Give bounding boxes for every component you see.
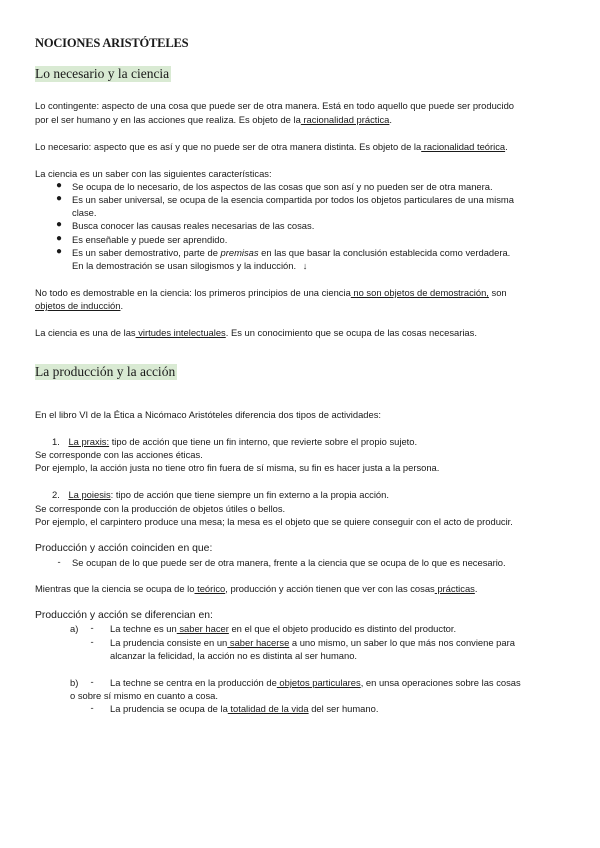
bullet-icon: ● <box>55 219 63 230</box>
list-item <box>72 246 510 259</box>
list-item: Se ocupan de lo que puede ser de otra manera, frente a la ciencia que se ocupa de lo que es necesario. <box>72 557 506 568</box>
praxis-line2: Se corresponde con las acciones éticas. <box>35 449 203 460</box>
underlined-term-objetos-particulares: objetos particulares <box>276 677 361 688</box>
list-label-a: a) <box>70 623 79 634</box>
paragraph-contingente-line1: Lo contingente: aspecto de una cosa que puede ser de otra manera. Está en todo aquello que puede ser producido <box>35 100 514 111</box>
list-item: Es enseñable y puede ser aprendido. <box>72 234 228 245</box>
text: en las que basar la conclusión establecida como verdadera. <box>258 247 511 258</box>
numbered-item-poiesis <box>52 488 560 501</box>
text: tipo de acción que tiene un fin interno, que revierte sobre el propio sujeto. <box>109 436 418 447</box>
list-item <box>110 622 456 635</box>
dash-bullet-icon: - <box>90 702 94 713</box>
diferencian-heading: Producción y acción se diferencian en: <box>35 610 213 621</box>
text: La prudencia se ocupa de la <box>110 703 228 714</box>
paragraph-etica-intro: En el libro VI de la Ética a Nicómaco Aristóteles diferencia dos tipos de actividades: <box>35 409 382 420</box>
dash-bullet-icon: - <box>57 556 61 567</box>
paragraph-necesario <box>35 140 560 153</box>
paragraph-ciencia-intro: La ciencia es un saber con las siguientes características: <box>35 168 272 179</box>
bullet-icon: ● <box>55 233 63 244</box>
list-item: Es un saber universal, se ocupa de la esencia compartida por todos los objetos particulares de una misma <box>72 194 514 205</box>
coinciden-heading: Producción y acción coinciden en que: <box>35 543 213 554</box>
text: son <box>488 287 507 298</box>
text: . <box>389 114 392 125</box>
text: Lo necesario: aspecto que es así y que no puede ser de otra manera distinta. Es objeto de la <box>35 141 422 152</box>
text: en el que el objeto producido es distinto del productor. <box>228 623 457 634</box>
text: , producción y acción tienen que ver con las cosas <box>225 583 435 594</box>
list-item <box>110 676 521 689</box>
text: La techne es un <box>110 623 177 634</box>
heading-highlight: Lo necesario y la ciencia <box>35 66 170 81</box>
list-number: 2. <box>52 489 60 500</box>
list-item: Busca conocer las causas reales necesarias de las cosas. <box>72 220 315 231</box>
text: Es un saber demostrativo, parte de <box>72 247 221 258</box>
list-item <box>110 702 378 715</box>
text: . Es un conocimiento que se ocupa de las cosas necesarias. <box>225 327 477 338</box>
dash-bullet-icon: - <box>90 636 94 647</box>
text: En la demostración se usan silogismos y la inducción. <box>72 260 297 271</box>
poiesis-line3: Por ejemplo, el carpintero produce una mesa; la mesa es el objeto que se quiere conseguir con el acto de producir. <box>35 516 513 527</box>
text: La techne se centra en la producción de <box>110 677 277 688</box>
list-item-continuation <box>72 259 307 272</box>
list-item-continuation: o sobre sí mismo en cuanto a cosa. <box>70 690 218 701</box>
underlined-term-practicas: prácticas <box>434 583 475 594</box>
text: La ciencia es una de las <box>35 327 136 338</box>
text: La prudencia consiste en un <box>110 637 228 648</box>
list-item: Se ocupa de lo necesario, de los aspectos de las cosas que son así y no pueden ser de otra manera. <box>72 181 493 192</box>
document-title: NOCIONES ARISTÓTELES <box>35 36 189 50</box>
text: Mientras que la ciencia se ocupa de lo <box>35 583 195 594</box>
text: . <box>474 583 478 594</box>
underlined-term-racionalidad-teorica: racionalidad teórica <box>421 141 506 152</box>
text: , en unsa operaciones sobre las cosas <box>360 677 521 688</box>
text: . <box>120 300 124 311</box>
text: del ser humano. <box>308 703 379 714</box>
praxis-line3: Por ejemplo, la acción justa no tiene otro fin fuera de sí misma, su fin es hacer justa a la persona. <box>35 462 440 473</box>
underlined-term-virtudes-intelectuales: virtudes intelectuales <box>135 327 226 338</box>
paragraph-no-todo-line1 <box>35 286 560 299</box>
text: No todo es demostrable en la ciencia: los primeros principios de una ciencia <box>35 287 351 298</box>
text: . <box>505 141 508 152</box>
heading-highlight: La producción y la acción <box>35 364 176 379</box>
text: : tipo de acción que tiene siempre un fin externo a la propia acción. <box>110 489 389 500</box>
bullet-icon: ● <box>55 193 63 204</box>
section-heading-necesario <box>35 65 560 83</box>
bullet-icon: ● <box>55 180 63 191</box>
poiesis-line2: Se corresponde con la producción de objetos útiles o bellos. <box>35 503 286 514</box>
underlined-term-totalidad-vida: totalidad de la vida <box>227 703 309 714</box>
underlined-term-poiesis: La poiesis <box>68 489 111 500</box>
arrow-down-icon: ↓ <box>302 260 308 271</box>
list-item-continuation: clase. <box>72 207 97 218</box>
underlined-term-racionalidad-practica: racionalidad práctica <box>300 114 390 125</box>
list-item-continuation: alcanzar la felicidad, la acción no es distinta al ser humano. <box>110 650 358 661</box>
underlined-term-no-demostracion: no son objetos de demostración, <box>350 287 489 298</box>
paragraph-mientras <box>35 582 560 595</box>
underlined-term-saber-hacerse: saber hacerse <box>227 637 290 648</box>
section-heading-produccion <box>35 363 560 381</box>
numbered-item-praxis <box>52 435 560 448</box>
list-label-b: b) <box>70 677 79 688</box>
text: por el ser humano y en las acciones que realiza. Es objeto de la <box>35 114 301 125</box>
underlined-term-objetos-induccion: objetos de inducción <box>35 300 121 311</box>
paragraph-no-todo-line2 <box>35 299 560 312</box>
italic-term-premisas: premisas <box>220 247 259 258</box>
text: a uno mismo, un saber lo que más nos conviene para <box>289 637 515 648</box>
underlined-term-praxis: La praxis: <box>68 436 110 447</box>
dash-bullet-icon: - <box>90 676 94 687</box>
bullet-icon: ● <box>55 246 63 257</box>
list-number: 1. <box>52 436 60 447</box>
paragraph-contingente-line2 <box>35 113 560 126</box>
underlined-term-teorico: teórico <box>194 583 226 594</box>
paragraph-virtudes <box>35 326 560 339</box>
dash-bullet-icon: - <box>90 622 94 633</box>
underlined-term-saber-hacer: saber hacer <box>176 623 229 634</box>
list-item <box>110 636 515 649</box>
